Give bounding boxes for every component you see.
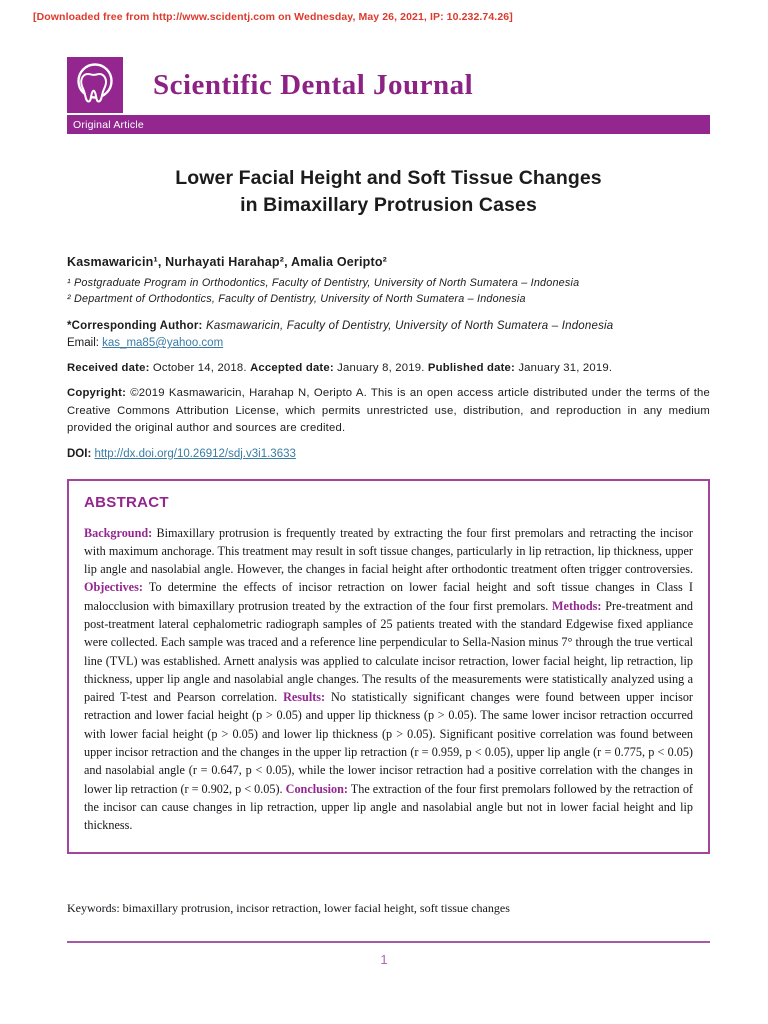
section-bar: [67, 115, 710, 134]
affiliation-1: ¹ Postgraduate Program in Orthodontics, Faculty of Dentistry, University of North Sumatera – Indonesia: [67, 277, 580, 289]
tooth-icon: [67, 55, 123, 116]
article-title-line2: in Bimaxillary Protrusion Cases: [240, 194, 537, 216]
received-date-label: Received date:: [67, 362, 150, 374]
corresponding-author-label: *Corresponding Author:: [67, 320, 203, 332]
abstract-results-text: No statistically significant changes were found between upper incisor retraction and lower facial height (p > 0.05) and upper lip thickness (p > 0.05). The same lower incisor retraction occurred with lower facial height (p > 0.05) and lower lip thickness (p > 0.05). Significant positive correlation was found between upper incisor retraction and the changes in the upper lip retraction (r = 0.959, p < 0.05), upper lip angle (r = 0.775, p < 0.05) and nasolabial angle (r = 0.647, p < 0.05), while the lower incisor retraction had a positive correlation with the changes in lower lip retraction (r = 0.902, p < 0.05).: [84, 690, 693, 796]
abstract-methods-label: Methods:: [552, 598, 602, 613]
abstract-results-label: Results:: [283, 690, 326, 705]
doi-link[interactable]: http://dx.doi.org/10.26912/sdj.v3i1.3633: [94, 447, 296, 460]
abstract-objectives-text: To determine the effects of incisor retraction on lower facial height and soft tissue changes in Class I malocclusion with bimaxillary protrusion treated by the extraction of the four first premolars.: [84, 580, 693, 613]
abstract-background-text: Bimaxillary protrusion is frequently treated by extracting the four first premolars and retracting the incisor with maximum anchorage. This treatment may result in soft tissue changes, particularly in lip retraction, lip thickness, upper lip angle and nasolabial angle. However, the changes in facial height after orthodontic treatment often trigger controversies.: [84, 525, 693, 577]
authors-line: Kasmawaricin¹, Nurhayati Harahap², Amalia Oeripto²: [67, 255, 388, 269]
abstract-heading: ABSTRACT: [84, 493, 169, 511]
dates-line: [67, 362, 710, 374]
affiliation-2: ² Department of Orthodontics, Faculty of Dentistry, University of North Sumatera – Indonesia: [67, 292, 526, 305]
doi-label: DOI:: [67, 447, 95, 460]
abstract-conclusion-label: Conclusion:: [285, 781, 348, 796]
article-title: [67, 165, 710, 219]
email-line: [67, 337, 710, 349]
copyright-text: ©2019 Kasmawaricin, Harahap N, Oeripto A. This is an open access article distributed under the terms of the Creative Commons Attribution License, which permits unrestricted use, distribution, and reproduction in any medium provided the original author and sources are credited.: [67, 387, 710, 434]
download-banner: [Downloaded free from http://www.scidentj.com on Wednesday, May 26, 2021, IP: 10.232.74.26]: [33, 11, 513, 23]
email-link[interactable]: kas_ma85@yahoo.com: [102, 337, 224, 349]
abstract-conclusion-text: The extraction of the four first premolars followed by the retraction of the incisor can cause changes in lip retraction, upper lip angle and nasolabial angle but not in lower facial height and lip thickness.: [84, 781, 693, 833]
journal-title: Scientific Dental Journal: [153, 68, 474, 101]
copyright-label: Copyright:: [67, 387, 127, 399]
accepted-date-label: Accepted date:: [250, 362, 334, 374]
abstract-text: [84, 524, 693, 835]
journal-logo: [67, 57, 123, 113]
email-label: Email:: [67, 337, 103, 349]
published-date-value: January 31, 2019.: [515, 362, 613, 374]
article-title-line1: Lower Facial Height and Soft Tissue Changes: [175, 167, 602, 189]
keywords-line: Keywords: bimaxillary protrusion, incisor retraction, lower facial height, soft tissue changes: [67, 900, 510, 915]
received-date-value: October 14, 2018.: [149, 362, 251, 374]
article-page: [67, 0, 710, 916]
abstract-box: [67, 479, 710, 854]
published-date-label: Published date:: [427, 362, 515, 374]
section-label: Original Article: [73, 118, 144, 131]
corresponding-author-value: Kasmawaricin, Faculty of Dentistry, University of North Sumatera – Indonesia: [202, 320, 614, 332]
footer-divider: [67, 941, 710, 943]
affiliations: [67, 276, 710, 307]
journal-masthead: [67, 57, 710, 113]
copyright-paragraph: [67, 385, 710, 438]
abstract-methods-text: Pre-treatment and post-treatment lateral cephalometric radiograph samples of 25 patients treated with the standard Edgewise fixed appliance were collected. Each sample was traced and a reference line perpendicular to Sella-Nasion minus 7° through the true vertical line (TVL) was established. Arnett analysis was applied to calculate incisor retraction, lower facial height, lip retraction, lip thickness, upper lip angle and nasolabial angle changes. The results of the measurements were statistically analyzed using a paired T-test and Pearson correlation.: [84, 598, 694, 705]
doi-line: [67, 448, 710, 460]
page-number: 1: [380, 952, 388, 967]
accepted-date-value: January 8, 2019.: [333, 362, 428, 374]
abstract-objectives-label: Objectives:: [84, 580, 143, 595]
abstract-background-label: Background:: [84, 525, 153, 540]
corresponding-author-line: [67, 320, 710, 332]
